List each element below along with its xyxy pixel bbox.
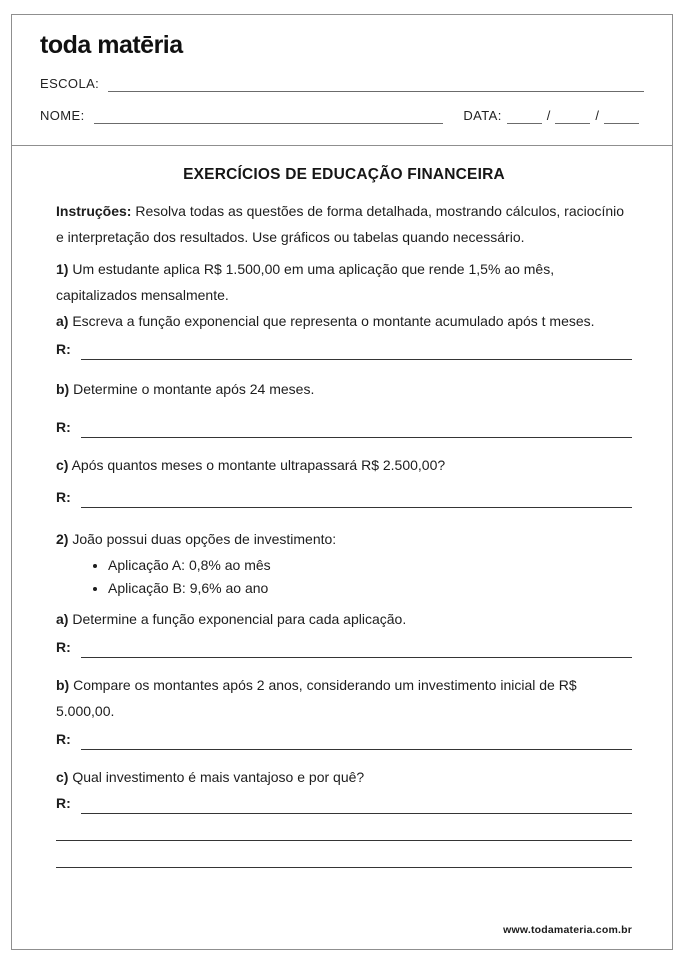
answer-blank-line bbox=[81, 638, 632, 658]
question-1b-body: Determine o montante após 24 meses. bbox=[73, 381, 315, 397]
list-item: • Aplicação B: 9,6% ao ano bbox=[108, 577, 632, 600]
extra-answer-line bbox=[56, 841, 632, 868]
question-2a-body: Determine a função exponencial para cada aplicação. bbox=[72, 611, 407, 627]
school-blank-line bbox=[108, 88, 644, 92]
brand-logo: toda matēria bbox=[40, 31, 183, 59]
question-1c-body: Após quantos meses o montante ultrapassará R$ 2.500,00? bbox=[71, 457, 446, 473]
question-1-body: Um estudante aplica R$ 1.500,00 em uma aplicação que rende 1,5% ao mês, capitalizados mensalmente. bbox=[56, 261, 555, 303]
question-1b-text bbox=[56, 376, 632, 402]
question-1a-body: Escreva a função exponencial que representa o montante acumulado após t meses. bbox=[72, 313, 595, 329]
answer-row-1b bbox=[56, 414, 632, 438]
question-2a-text bbox=[56, 606, 632, 632]
question-2b-text bbox=[56, 672, 632, 724]
name-field-row bbox=[40, 107, 644, 124]
instructions bbox=[56, 198, 632, 250]
school-label: ESCOLA: bbox=[40, 76, 100, 91]
answer-blank-line bbox=[81, 730, 632, 750]
name-blank-line bbox=[94, 120, 444, 124]
question-1c-text bbox=[56, 452, 632, 478]
website-url: www.todamateria.com.br bbox=[503, 924, 632, 936]
question-2-number: 2) bbox=[56, 531, 69, 547]
worksheet-page bbox=[11, 14, 673, 950]
question-2-body: João possui duas opções de investimento: bbox=[72, 531, 337, 547]
instructions-label: Instruções: bbox=[56, 203, 132, 219]
question-1b-letter: b) bbox=[56, 381, 70, 397]
date-year-blank bbox=[604, 120, 639, 124]
date-separator: / bbox=[546, 108, 551, 123]
page-header bbox=[12, 15, 672, 146]
question-2a-letter: a) bbox=[56, 611, 69, 627]
answer-blank-line bbox=[81, 418, 632, 438]
answer-label: R: bbox=[56, 639, 71, 655]
question-1-number: 1) bbox=[56, 261, 69, 277]
school-field-row bbox=[40, 75, 644, 92]
date-field-group bbox=[463, 107, 644, 124]
answer-label: R: bbox=[56, 419, 71, 435]
question-2b-letter: b) bbox=[56, 677, 70, 693]
answer-blank-line bbox=[81, 488, 632, 508]
name-label: NOME: bbox=[40, 108, 85, 123]
worksheet-title: EXERCÍCIOS DE EDUCAÇÃO FINANCEIRA bbox=[183, 166, 505, 183]
date-month-blank bbox=[555, 120, 590, 124]
extra-answer-line bbox=[56, 814, 632, 841]
answer-label: R: bbox=[56, 731, 71, 747]
question-2c-letter: c) bbox=[56, 769, 69, 785]
question-1-text bbox=[56, 256, 632, 308]
answer-label: R: bbox=[56, 341, 71, 357]
date-day-blank bbox=[507, 120, 542, 124]
instructions-text: Resolva todas as questões de forma detalhada, mostrando cálculos, raciocínio e interpretação dos resultados. Use gráficos ou tabelas quando necessário. bbox=[56, 203, 625, 245]
answer-row-2b bbox=[56, 726, 632, 750]
answer-blank-line bbox=[81, 794, 632, 814]
date-label: DATA: bbox=[463, 108, 502, 123]
question-2c-body: Qual investimento é mais vantajoso e por quê? bbox=[72, 769, 365, 785]
question-1a-letter: a) bbox=[56, 313, 69, 329]
question-2-options-list bbox=[56, 554, 632, 600]
worksheet-body bbox=[12, 146, 672, 949]
answer-blank-line bbox=[81, 340, 632, 360]
question-1a-text bbox=[56, 308, 632, 334]
answer-label: R: bbox=[56, 795, 71, 811]
question-2c-text bbox=[56, 764, 632, 790]
answer-row-1c bbox=[56, 484, 632, 508]
question-2b-body: Compare os montantes após 2 anos, considerando um investimento inicial de R$ 5.000,00. bbox=[56, 677, 577, 719]
answer-row-2a bbox=[56, 634, 632, 658]
answer-label: R: bbox=[56, 489, 71, 505]
date-separator: / bbox=[595, 108, 599, 123]
answer-row-2c bbox=[56, 790, 632, 814]
list-item: • Aplicação A: 0,8% ao mês bbox=[108, 554, 632, 577]
question-1c-letter: c) bbox=[56, 457, 69, 473]
answer-row-1a bbox=[56, 336, 632, 360]
question-2-text bbox=[56, 526, 632, 552]
